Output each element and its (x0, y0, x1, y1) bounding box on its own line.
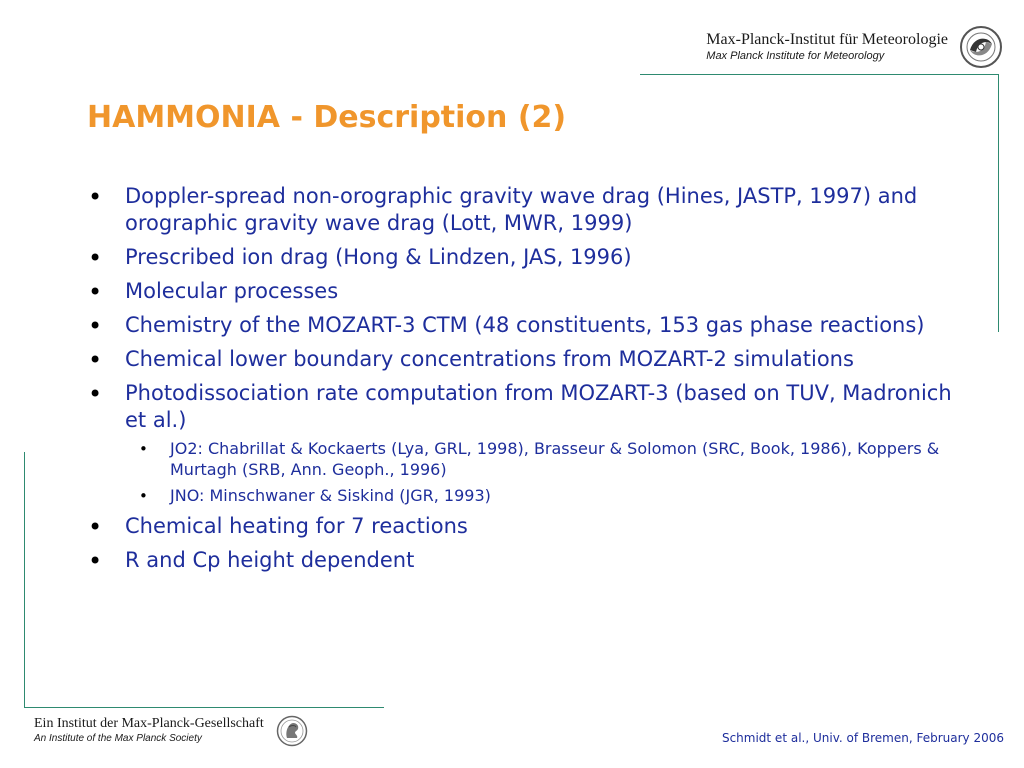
bullet-item (88, 380, 968, 506)
bullet-list (88, 183, 968, 574)
sub-bullet-dot-icon: • (139, 440, 148, 458)
bullet-text: Chemical heating for 7 reactions (125, 514, 468, 538)
institute-header (706, 30, 948, 63)
bullet-text: Photodissociation rate computation from MOZART-3 (based on TUV, Madronich et al.) (125, 381, 952, 432)
bullet-dot-icon: • (88, 547, 103, 575)
bullet-item (88, 547, 968, 574)
bullet-item (88, 278, 968, 305)
bullet-dot-icon: • (88, 183, 103, 211)
bullet-dot-icon: • (88, 278, 103, 306)
slide-title: HAMMONIA - Description (2) (87, 100, 567, 135)
top-divider (640, 74, 999, 75)
bullet-text: Molecular processes (125, 279, 339, 303)
sub-bullet-dot-icon: • (139, 487, 148, 505)
bullet-item (88, 183, 968, 237)
credit-line: Schmidt et al., Univ. of Bremen, February 2006 (721, 731, 1004, 745)
institute-name-en: Max Planck Institute for Meteorology (706, 50, 885, 62)
bullet-text: Prescribed ion drag (Hong & Lindzen, JAS, 1996) (125, 245, 632, 269)
minerva-logo-icon (276, 715, 308, 751)
bullet-text: Chemical lower boundary concentrations from MOZART-2 simulations (125, 347, 854, 371)
society-name-en: An Institute of the Max Planck Society (34, 733, 202, 744)
bullet-text: Doppler-spread non-orographic gravity wave drag (Hines, JASTP, 1997) and orographic gravity wave drag (Lott, MWR, 1999) (125, 184, 918, 235)
left-divider (24, 452, 25, 707)
bullet-item (88, 513, 968, 540)
sub-bullet-item (125, 438, 968, 480)
bullet-item (88, 244, 968, 271)
sub-bullet-text: JNO: Minschwaner & Siskind (JGR, 1993) (170, 486, 491, 505)
bullet-dot-icon: • (88, 380, 103, 408)
institute-name-de: Max-Planck-Institut für Meteorologie (706, 31, 948, 48)
bullet-dot-icon: • (88, 346, 103, 374)
bullet-item (88, 346, 968, 373)
sub-bullet-item (125, 485, 968, 506)
bullet-text: R and Cp height dependent (125, 548, 415, 572)
bottom-divider (24, 707, 384, 708)
slide-content (88, 183, 968, 581)
society-name-de: Ein Institut der Max-Planck-Gesellschaft (34, 716, 264, 731)
sub-bullet-list (125, 438, 968, 506)
sub-bullet-text: JO2: Chabrillat & Kockaerts (Lya, GRL, 1998), Brasseur & Solomon (SRC, Book, 1986), Koppers & Murtagh (SRB, Ann. Geoph., 1996) (170, 439, 940, 479)
bullet-dot-icon: • (88, 513, 103, 541)
bullet-item (88, 312, 968, 339)
right-divider (998, 74, 999, 332)
bullet-dot-icon: • (88, 312, 103, 340)
bullet-text: Chemistry of the MOZART-3 CTM (48 constituents, 153 gas phase reactions) (125, 313, 925, 337)
mpi-meteorology-logo-icon (958, 24, 1004, 74)
bullet-dot-icon: • (88, 244, 103, 272)
